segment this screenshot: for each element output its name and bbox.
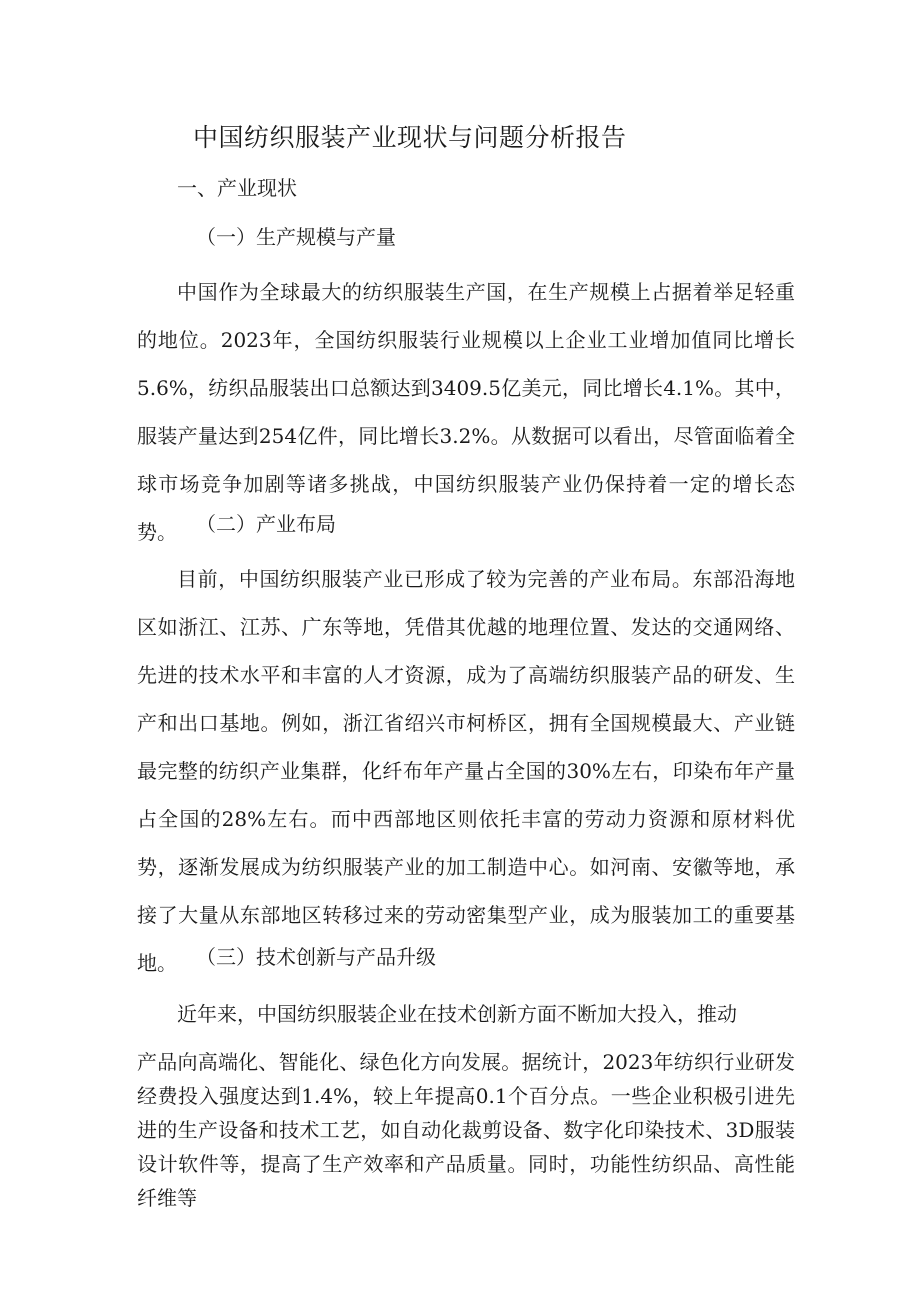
paragraph-production-scale: 中国作为全球最大的纺织服装生产国，在生产规模上占据着举足轻重的地位。2023年，全国纺织服装行业规模以上企业工业增加值同比增长5.6%，纺织品服装出口总额达到3409.5亿美元，同比增长4.1%。其中，服装产量达到254亿件，同比增长3.2%。从数据可以看出，尽管面临着全球市场竞争加剧等诸多挑战，中国纺织服装产业仍保持着一定的增长态势。 (137, 280, 795, 544)
section-heading-industry-status: 一、产业现状 (177, 176, 297, 200)
subsection-heading-industry-layout: （二）产业布局 (196, 512, 336, 536)
paragraph-industry-layout: 目前，中国纺织服装产业已形成了较为完善的产业布局。东部沿海地区如浙江、江苏、广东等地，凭借其优越的地理位置、发达的交通网络、先进的技术水平和丰富的人才资源，成为了高端纺织服装产品的研发、生产和出口基地。例如，浙江省绍兴市柯桥区，拥有全国规模最大、产业链最完整的纺织产业集群，化纤布年产量占全国的30%左右，印染布年产量占全国的28%左右。而中西部地区则依托丰富的劳动力资源和原材料优势，逐渐发展成为纺织服装产业的加工制造中心。如河南、安徽等地，承接了大量从东部地区转移过来的劳动密集型产业，成为服装加工的重要基地。 (137, 567, 795, 975)
subsection-heading-production-scale: （一）生产规模与产量 (196, 225, 396, 249)
paragraph-tech-innovation-first-line: 近年来，中国纺织服装企业在技术创新方面不断加大投入，推动 (177, 1002, 737, 1026)
subsection-heading-tech-innovation: （三）技术创新与产品升级 (196, 945, 436, 969)
paragraph-tech-innovation: 产品向高端化、智能化、绿色化方向发展。据统计，2023年纺织行业研发经费投入强度达到1.4%，较上年提高0.1个百分点。一些企业积极引进先进的生产设备和技术工艺，如自动化裁剪设备、数字化印染技术、3D服装设计软件等，提高了生产效率和产品质量。同时，功能性纺织品、高性能纤维等 (137, 1050, 795, 1210)
document-title: 中国纺织服装产业现状与问题分析报告 (193, 123, 627, 152)
